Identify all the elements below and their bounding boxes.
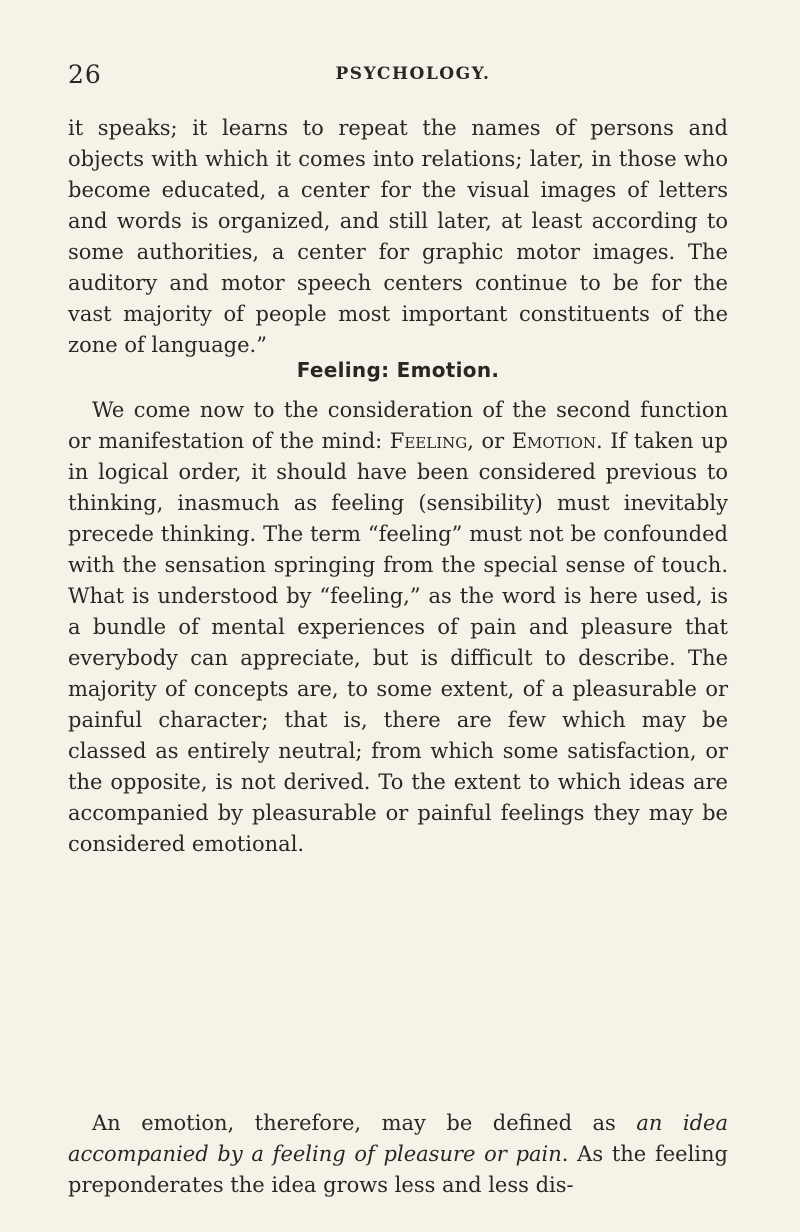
running-title: PSYCHOLOGY. (335, 64, 491, 84)
text-run: , or (467, 429, 512, 453)
paragraph-text (68, 1108, 728, 1201)
page-number: 26 (68, 60, 102, 89)
text-run: . As the feeling preponderates the idea grows less and less dis- (68, 1142, 728, 1197)
paragraph-text (68, 395, 728, 860)
text-run: We come now to the consideration of the second function or manifestation of the mind: (68, 398, 728, 453)
section-heading: Feeling: Emotion. (296, 358, 500, 382)
term-feeling: Feeling (389, 429, 468, 453)
text-run: . If taken up in logical order, it should have been considered previous to thinking, inasmuch as feeling (sensibility) must inevitably precede thinking. The term “feeling” must not be confounded with the sensation springing from the special sense of touch. What is understood by “feeling,” as the word is here used, is a bundle of mental experiences of pain and pleasure that everybody can appreciate, but is difficult to describe. The majority of concepts are, to some extent, of a pleasurable or painful character; that is, there are few which may be classed as entirely neutral; from which some satisfaction, or the opposite, is not derived. To the extent to which ideas are accompanied by pleasurable or painful feelings they may be considered emotional. (68, 429, 728, 856)
text-run: An emotion, therefore, may be defined as (92, 1111, 637, 1135)
paragraph-text: it speaks; it learns to repeat the names of persons and objects with which it comes into relations; later, in those who become educated, a center for the visual images of letters and words is organized, and still later, at least according to some authorities, a center for graphic motor images. The auditory and motor speech centers continue to be for the vast majority of people most important constituents of the zone of language.” (68, 116, 728, 357)
paragraph-emotion-definition (68, 1108, 728, 1201)
paragraph-speech-centers (68, 113, 728, 361)
page-header (68, 60, 728, 90)
paragraph-feeling-definition (68, 395, 728, 860)
emotion-definition-italic: an idea accompanied by a feeling of pleasure or pain (68, 1111, 728, 1166)
term-emotion: Emotion (511, 429, 597, 453)
